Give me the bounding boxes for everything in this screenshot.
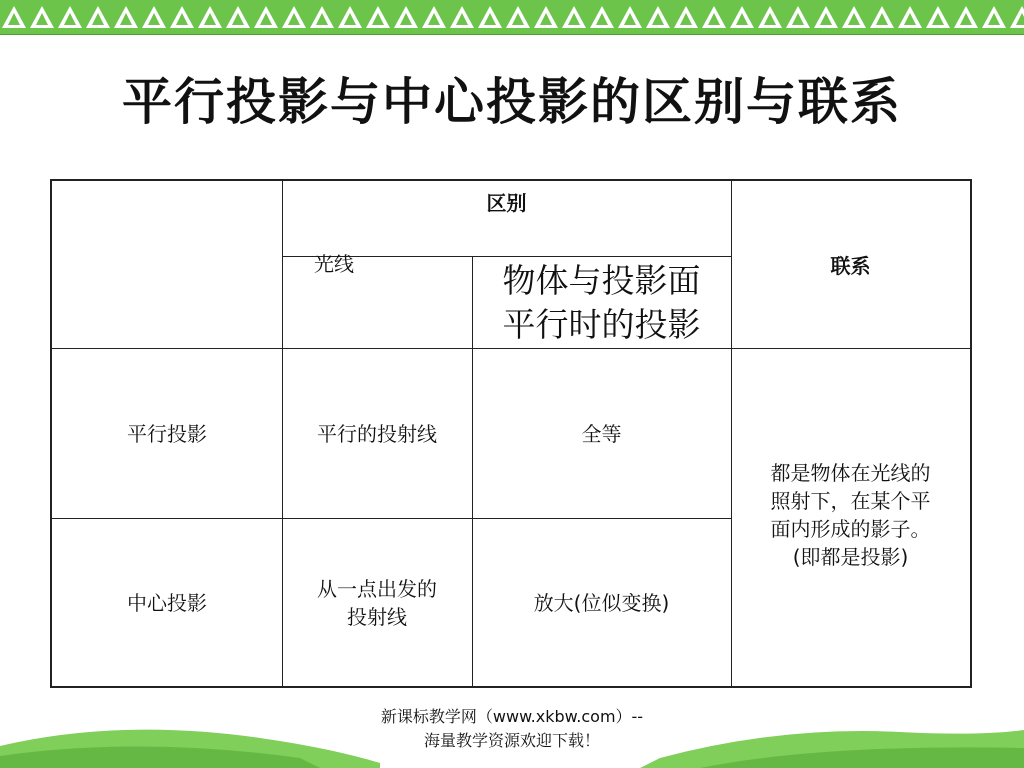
relation-line-1: 都是物体在光线的 [770,461,931,485]
relation-line-4: (即都是投影) [792,545,909,569]
header-difference: 区别 [486,191,527,215]
comparison-table [50,179,972,688]
footer-line-2: 海量教学资源欢迎下载！ [423,731,600,750]
relation-text [731,459,970,571]
row-light-central [282,575,472,631]
row-projection-parallel: 全等 [581,422,622,446]
footer-credit [0,705,1024,753]
top-decorative-band [0,0,1024,35]
row-type-central: 中心投影 [127,591,207,615]
relation-line-3: 面内形成的影子。 [770,517,931,541]
header-object-line-1: 物体与投影面 [502,261,701,300]
triangle-pattern-decoration [0,0,1024,34]
header-object-parallel [472,259,731,347]
header-object-line-2: 平行时的投影 [502,305,701,344]
row-projection-central: 放大(位似变换) [533,591,670,615]
row-type-parallel: 平行投影 [127,422,207,446]
row-light-parallel: 平行的投射线 [317,422,437,446]
relation-line-2: 照射下，在某个平 [770,489,931,513]
row-light-central-line-2: 投射线 [347,605,407,629]
row-divider [52,348,970,349]
row-light-central-line-1: 从一点出发的 [317,577,437,601]
header-relation: 联系 [830,254,871,278]
row-divider [52,518,731,519]
footer-line-1: 新课标教学网（www.xkbw.com）-- [380,707,644,726]
slide-title: 平行投影与中心投影的区别与联系 [122,72,902,131]
header-light: 光线 [314,252,354,276]
